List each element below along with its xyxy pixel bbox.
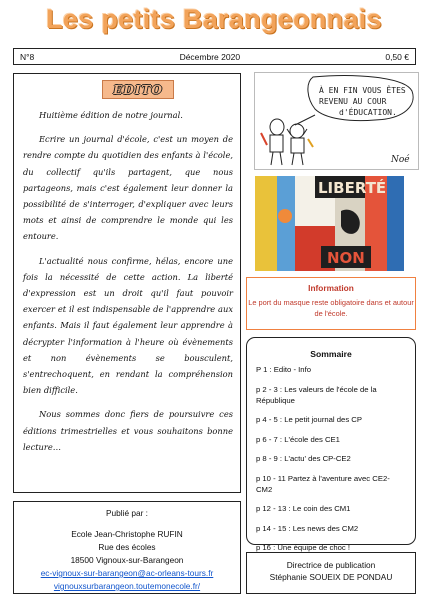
info-title: Information bbox=[308, 283, 354, 293]
publisher-box bbox=[13, 501, 241, 594]
sommaire-item: p 2 - 3 : Les valeurs de l'école de la République bbox=[256, 384, 377, 405]
sommaire-item: p 6 - 7 : L'école des CE1 bbox=[256, 434, 340, 444]
edito-paragraph: Nous sommes donc fiers de poursuivre ces éditions trimestrielles et vous souhaitons bonne lecture… bbox=[23, 409, 233, 452]
poster-word-bottom: NON bbox=[327, 249, 365, 267]
issue-number: N°8 bbox=[20, 51, 35, 62]
publisher-street: Rue des écoles bbox=[98, 542, 156, 552]
publisher-label: Publié par : bbox=[106, 508, 148, 518]
direction-name: Stéphanie SOUEIX DE PONDAU bbox=[269, 572, 393, 582]
sommaire-item: p 4 - 5 : Le petit journal des CP bbox=[256, 415, 362, 424]
poster-word-top: LIBERTÉ bbox=[318, 179, 387, 197]
edito-text bbox=[23, 107, 233, 463]
info-box bbox=[246, 277, 416, 330]
direction-label: Directrice de publication bbox=[286, 560, 376, 570]
publisher-school: Ecole Jean-Christophe RUFIN bbox=[71, 529, 183, 539]
edito-section bbox=[13, 73, 241, 493]
sommaire-item: p 16 : Une équipe de choc ! bbox=[256, 543, 351, 552]
issue-date: Décembre 2020 bbox=[179, 51, 241, 62]
sommaire-item: p 14 - 15 : Les news des CM2 bbox=[256, 523, 359, 533]
edito-paragraph: L'actualité nous confirme, hélas, encore une fois la nécessité de cette action. La liberté d'expression est un droit qu'il faut pouvoir exercer et il est indispensable de l'apprendre aux enfants. Mais il faut également leur apprendre à décrypter l'information à l'heure où évènements et non évènements se bousculent, s'entrechoquent, en rendant la compréhension bien difficile. bbox=[23, 255, 233, 396]
svg-text:À EN FIN VOUS ÊTES: À EN FIN VOUS ÊTES bbox=[319, 86, 406, 95]
drawing-illustration bbox=[255, 73, 420, 171]
svg-text:REVENU AU COUR: REVENU AU COUR bbox=[319, 97, 387, 106]
sommaire-item: P 1 : Edito - Info bbox=[256, 365, 311, 374]
sommaire-item: p 10 - 11 Partez à l'aventure avec CE2-CM2 bbox=[256, 473, 390, 494]
liberte-poster-image bbox=[255, 176, 404, 271]
publisher-city: 18500 Vignoux-sur-Barangeon bbox=[70, 555, 184, 565]
child-drawing-image bbox=[254, 72, 419, 170]
issue-price: 0,50 € bbox=[385, 51, 409, 62]
edito-banner bbox=[102, 80, 174, 99]
direction-box bbox=[246, 552, 416, 594]
svg-text:d'ÉDUCATION.: d'ÉDUCATION. bbox=[339, 108, 397, 117]
issue-bar bbox=[13, 48, 416, 65]
poster-illustration bbox=[255, 176, 404, 271]
edito-paragraph: Ecrire un journal d'école, c'est un moyen de rendre compte du quotidien des enfants à l'école, du collectif qu'ils partagent, que nous partageons, mais c'est également leur donner la possibilité de s'interroger, d'expliquer avec leurs mots et ainsi de comprendre le monde qui les entoure. bbox=[23, 134, 233, 242]
edito-heading: EDITO bbox=[113, 82, 163, 97]
sommaire-item: p 8 - 9 : L'actu' des CP-CE2 bbox=[256, 454, 351, 463]
sommaire-title: Sommaire bbox=[310, 349, 352, 359]
drawing-signature: Noé bbox=[391, 155, 410, 165]
publisher-website-link[interactable]: vignouxsurbarangeon.toutemonecole.fr/ bbox=[53, 581, 201, 591]
edito-paragraph: Huitième édition de notre journal. bbox=[39, 110, 183, 120]
sommaire-box bbox=[246, 337, 416, 552]
masthead-title: Les petits Barangeonnais bbox=[46, 4, 382, 34]
info-body: Le port du masque reste obligatoire dans et autour de l'école. bbox=[248, 298, 414, 318]
sommaire-item: p 12 - 13 : Le coin des CM1 bbox=[256, 504, 351, 513]
publisher-email-link[interactable]: ec-vignoux-sur-barangeon@ac-orleans-tours.fr bbox=[40, 568, 214, 578]
